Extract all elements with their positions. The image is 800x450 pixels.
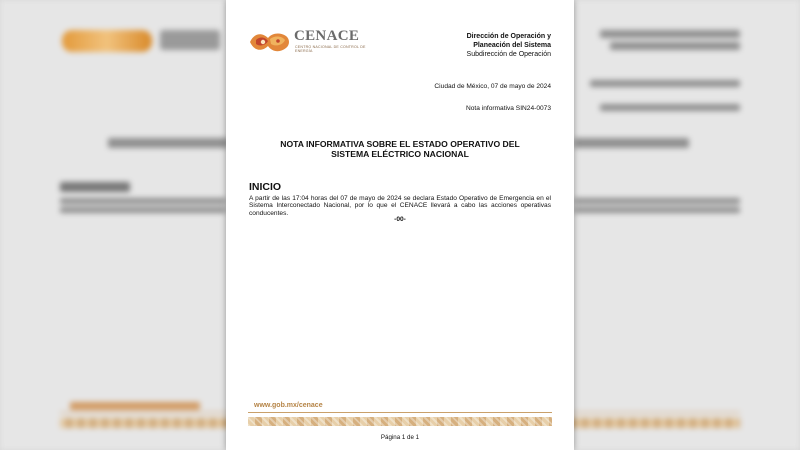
blurred-text [60, 207, 226, 213]
blurred-text [590, 80, 740, 87]
footer-decorative-band [248, 417, 552, 426]
blurred-text [574, 138, 689, 148]
blurred-text [600, 104, 740, 111]
logo-wordmark: CENACE [294, 28, 360, 44]
issuer-block [467, 32, 551, 59]
blurred-text [600, 30, 740, 38]
blurred-logo-text [160, 30, 220, 50]
title-line-1: NOTA INFORMATIVA SOBRE EL ESTADO OPERATIVO DEL [280, 139, 520, 149]
page-number: Página 1 de 1 [380, 434, 420, 441]
end-mark: -00- [394, 216, 406, 223]
blurred-logo [62, 30, 152, 52]
footer-rule [248, 412, 552, 413]
place-date: Ciudad de México, 07 de mayo de 2024 [434, 83, 551, 90]
cenace-logo-icon [248, 30, 292, 54]
subdirection: Subdirección de Operación [466, 51, 551, 58]
blurred-text [574, 198, 740, 204]
blurred-url [70, 402, 200, 410]
logo-subtitle: CENTRO NACIONAL DE CONTROL DE ENERGÍA [295, 45, 366, 54]
title-line-2: SISTEMA ELÉCTRICO NACIONAL [331, 149, 469, 159]
section-heading: INICIO [249, 181, 282, 193]
blurred-text [108, 138, 228, 148]
document-title [226, 139, 574, 159]
blurred-text [60, 182, 130, 192]
note-number: Nota informativa SIN24-0073 [465, 105, 551, 112]
blurred-text [60, 198, 226, 204]
document-page [226, 0, 574, 450]
body-paragraph: A partir de las 17:04 horas del 07 de mayo de 2024 se declara Estado Operativo de Emergencia en el Sistema Interconectado Nacional, por lo que el CENACE llevará a cabo las acciones operativas conducentes. [249, 194, 551, 218]
footer-url-link[interactable]: www.gob.mx/cenace [254, 402, 323, 409]
blurred-text [574, 207, 740, 213]
direction-line-1: Dirección de Operación y [466, 33, 551, 40]
direction-line-2: Planeación del Sistema [473, 42, 551, 49]
blurred-text [610, 42, 740, 50]
